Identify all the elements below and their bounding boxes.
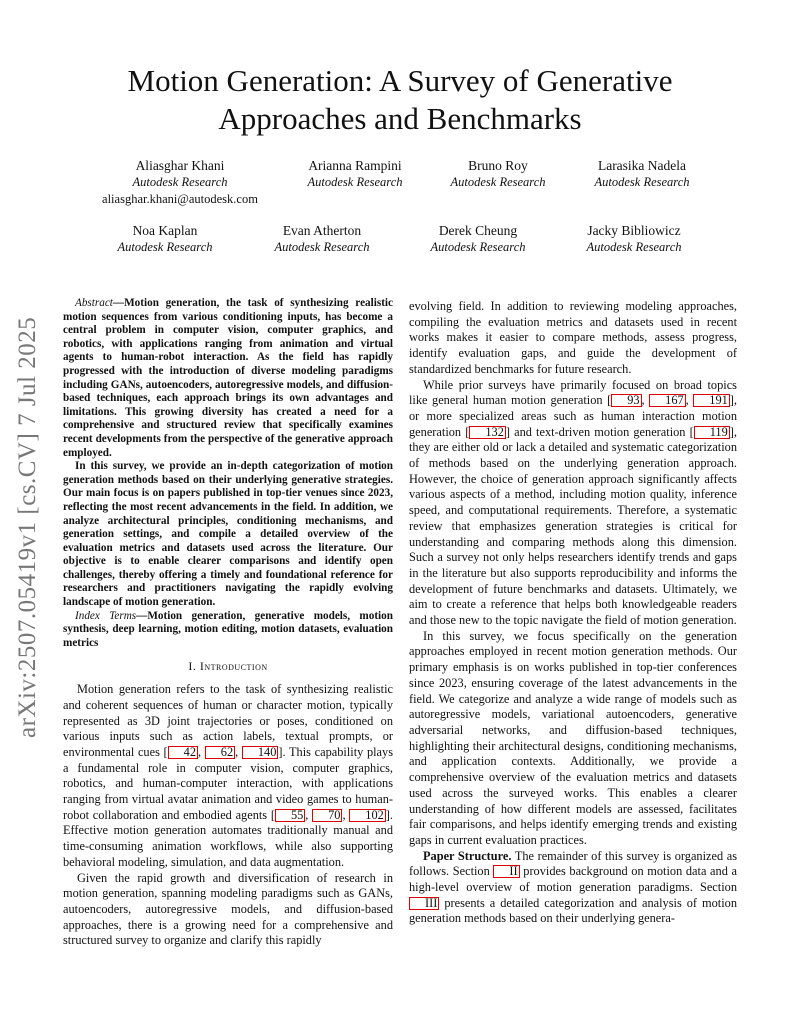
abstract-paragraph: In this survey, we provide an in-depth categorization of motion generation methods based on their underlying generative strategies. Our main focus is on papers published in top-tier venues since 2023, reflecting the most recent advancements in the field. In addition, we analyze architectural principles, conditioning mechanisms, and generation settings, and compile a detailed overview of the evaluation metrics and datasets used across the literature. Our objective is to enable clearer comparisons and identify open challenges, thereby offering a timely and foundational reference for researchers and practitioners navigating the rapidly evolving landscape of motion generation. [63, 460, 393, 609]
index-terms [63, 610, 393, 651]
author-block [90, 157, 270, 208]
author-affiliation: Autodesk Research [132, 175, 228, 189]
citation-link[interactable]: 191 [693, 394, 730, 407]
body-paragraph: While prior surveys have primarily focused on broad topics like general human motion generation [ 93 , 167 , 191 ], or more specialized areas such as human interaction motion generation [ 132 ] and text-driven motion generation [ 119 ], they are either old or lack a detailed and systematic categorization of methods based on the underlying generation approach. However, the choice of generation approach significantly affects various aspects of a method, including motion quality, inference speed, and computational requirements. Therefore, a systematic review that emphasizes generation strategies is critical for understanding and comparing methods along this dimension. Such a survey not only helps researchers identify trends and gaps in the literature but also supports reproducibility and informs the development of future benchmarks and datasets. Ultimately, we aim to create a reference that helps both knowledgeable readers and those new to the topic navigate the field of motion generation. [409, 377, 738, 628]
author-affiliation: Autodesk Research [450, 175, 546, 189]
author-name: Arianna Rampini [308, 158, 402, 173]
citation-link[interactable]: 119 [694, 426, 730, 439]
body-paragraph: In this survey, we focus specifically on the generation approaches employed in recent motion generation methods. Our primary emphasis is on works published in top-tier conferences since 2023, ensuring coverage of the latest advancements in the field. We categorize and analyze a wide range of models such as autoregressive models, variational autoencoders, generative adversarial networks, and diffusion-based techniques, highlighting their architectural designs, conditioning mechanisms, and application contexts. Additionally, we provide a comprehensive overview of the evaluation metrics and datasets used across the surveyed works. This enables a clearer understanding of how different models are assessed, facilitates fair comparisons, and helps identify emerging trends and existing gaps in current evaluation practices. [409, 628, 737, 847]
body-paragraph: Motion generation refers to the task of synthesizing realistic and coherent sequences of human or character motion, typically represented as 3D joint trajectories or poses, conditioned on various inputs such as action labels, textual prompts, or environmental cues [ 42 , 62 , 140 ]. This capability plays a fundamental role in computer vision, computer graphics, robotics, and human-computer interaction, with applications ranging from virtual avatar animation and video games to human-robot collaboration and embodied agents [ 55 , 70 , 102 ]. Effective motion generation automates traditionally manual and time-consuming animation workflows, while also supporting behavioral modeling, simulation, and data augmentation. [63, 682, 394, 869]
body-paragraph [409, 849, 737, 928]
author-block [408, 222, 548, 256]
citation-link[interactable]: 102 [349, 809, 386, 822]
author-affiliation: Autodesk Research [117, 240, 213, 254]
arxiv-watermark: arXiv:2507.05419v1 [cs.CV] 7 Jul 2025 [14, 316, 41, 738]
citation-link[interactable]: 167 [649, 394, 686, 407]
author-name: Evan Atherton [282, 223, 362, 238]
citation-link[interactable]: 140 [242, 746, 279, 759]
body-paragraph: evolving field. In addition to reviewing modeling approaches, compiling the evaluation metrics and datasets used in recent works makes it easier to compare methods, assess progress, identify evaluation gaps, and guide the development of standardized benchmarks for future research. [409, 299, 737, 376]
author-affiliation: Autodesk Research [586, 240, 682, 254]
author-block [252, 222, 392, 256]
citation-link[interactable]: 132 [469, 426, 506, 439]
author-email[interactable]: aliasghar.khani@autodesk.com [102, 192, 258, 206]
right-column [409, 299, 737, 927]
author-name: Bruno Roy [468, 158, 528, 173]
text-run: . Effective motion generation automates traditionally manual and time-consuming animation workflows, while also supporting behavioral modeling, simulation, and data augmentation. [63, 807, 393, 869]
index-terms-label: Index Terms [75, 609, 137, 622]
section-heading [63, 659, 393, 675]
author-name: Jacky Bibliowicz [587, 223, 681, 238]
paragraph-label: Paper Structure. [423, 848, 512, 863]
text-run: Motion generation refers to the task of synthesizing realistic and coherent sequences of human or character motion, typically represented as 3D joint trajectories or poses, conditioned on various inputs such as action labels, textual prompts, or environmental cues [63, 682, 393, 759]
author-name: Aliasghar Khani [135, 158, 225, 173]
abstract-text: —Motion generation, the task of synthesizing realistic motion sequences from various conditioning inputs, has become a central problem in computer vision, computer graphics, and robotics, with applications ranging from animation and virtual agents to human-robot interaction. As the field has rapidly progressed with the introduction of diverse modeling paradigms including GANs, autoencoders, autoregressive models, and diffusion-based techniques, each approach brings its own advantages and limitations. This growing diversity has created a need for a comprehensive and structured review that specifically examines recent developments from the perspective of the generative approach employed. [63, 297, 393, 459]
abstract-paragraph [63, 297, 393, 460]
title-line-1: Motion Generation: A Survey of Generative [127, 63, 673, 98]
author-name: Larasika Nadela [597, 158, 687, 173]
abstract [63, 297, 393, 650]
citation-link[interactable]: 62 [205, 746, 235, 759]
text-run: presents a detailed categorization and analysis of motion generation methods based on their underlying genera- [409, 895, 737, 926]
author-affiliation: Autodesk Research [594, 175, 690, 189]
section-link[interactable]: II [493, 865, 519, 878]
citation-link[interactable]: 42 [168, 746, 198, 759]
author-affiliation: Autodesk Research [274, 240, 370, 254]
author-block [572, 157, 712, 191]
text-run: provides background on motion data and a high-level overview of motion generation paradigms. Section [409, 864, 737, 895]
text-run: , or more specialized areas such as human interaction motion generation [409, 393, 738, 439]
text-run: , they are either old or lack a detailed and systematic categorization of methods based on the underlying generation approach. However, the choice of generation approach significantly affects various aspects of a method, including motion quality, inference speed, and computational requirements. Therefore, a systematic review that emphasizes generation strategies is critical for understanding and comparing methods along this dimension. Such a survey not only helps researchers identify trends and gaps in the literature but also supports reproducibility and informs the development of future benchmarks and datasets. Ultimately, we aim to create a reference that helps both knowledgeable readers and those new to the topic navigate the field of motion generation. [409, 424, 737, 628]
author-affiliation: Autodesk Research [430, 240, 526, 254]
author-block [285, 157, 425, 191]
citation-link[interactable]: 93 [611, 394, 641, 407]
abstract-label: Abstract [75, 297, 113, 309]
text-run: While prior surveys have primarily focused on broad topics like general human motion generation [409, 377, 737, 408]
title-line-2: Approaches and Benchmarks [218, 101, 582, 136]
section-number: I. [188, 659, 200, 674]
text-run: . This capability plays a fundamental role in computer vision, computer graphics, robotics, and human-computer interaction, with applications ranging from virtual avatar animation and video games to human-robot collaboration and embodied agents [63, 744, 394, 822]
text-run: The remainder of this survey is organized as follows. Section [409, 848, 738, 879]
author-block [95, 222, 235, 256]
author-block [564, 222, 704, 256]
author-name: Derek Cheung [438, 223, 518, 238]
paper-title [0, 62, 800, 138]
index-terms-text: —Motion generation, generative models, motion synthesis, deep learning, motion editing, motion datasets, evaluation metrics [63, 609, 393, 649]
citation-link[interactable]: 55 [275, 809, 305, 822]
author-name: Noa Kaplan [132, 223, 198, 238]
citation-link[interactable]: 70 [312, 809, 342, 822]
author-affiliation: Autodesk Research [307, 175, 403, 189]
section-link[interactable]: III [409, 897, 439, 910]
left-column [63, 297, 393, 949]
author-block [428, 157, 568, 191]
section-title: Introduction [199, 659, 268, 674]
body-paragraph: Given the rapid growth and diversification of research in motion generation, spanning modeling paradigms such as GANs, autoencoders, autoregressive models, and diffusion-based approaches, there is a growing need for a comprehensive and structured survey to organize and clarify this rapidly [63, 870, 393, 948]
text-run: and text-driven motion generation [509, 424, 690, 439]
